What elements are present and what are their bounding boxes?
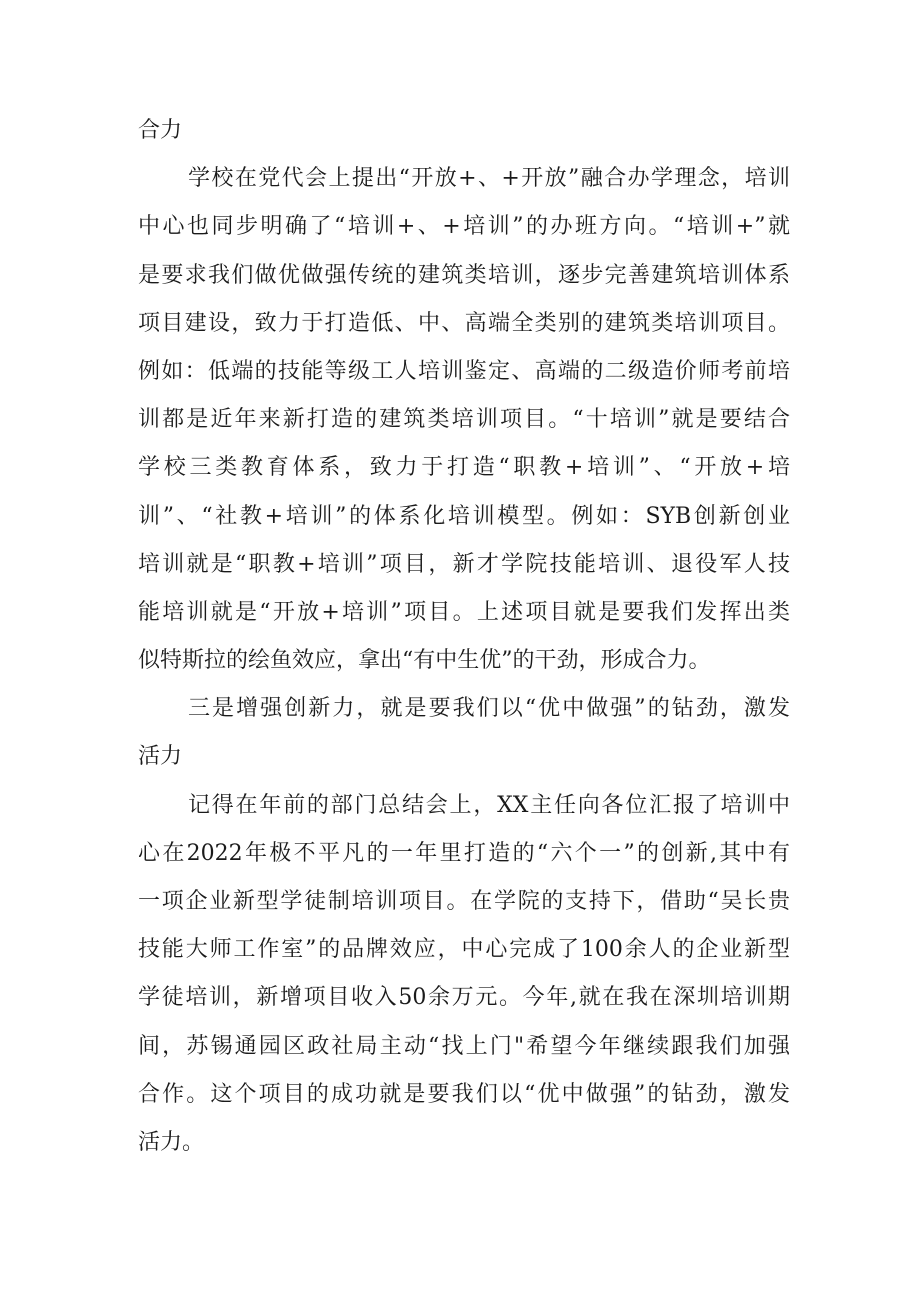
text-line: 合作。这个项目的成功就是要我们以“优中做强”的钻劲，激发 [138,1081,790,1107]
text-line: 学徒培训，新增项目收入50余万元。今年,就在我在深圳培训期 [138,985,790,1011]
text-line: 间，苏锡通园区政社局主动“找上门"希望今年继续跟我们加强 [138,1033,790,1059]
text-line: 心在2022年极不平凡的一年里打造的“六个一”的创新,其中有 [138,840,790,866]
text-line-paragraph-start: 记得在年前的部门总结会上，XX主任向各位汇报了培训中 [188,792,790,818]
text-line-paragraph-end: 合力 [138,118,183,143]
text-line-paragraph-end: 似特斯拉的绘鱼效应，拿出“有中生优”的干劲，形成合力。 [138,648,711,674]
document-body [138,107,790,1167]
text-line: 中心也同步明确了“培训+、+培训”的办班方向。“培训+”就 [138,214,790,240]
section-heading-line: 三是增强创新力，就是要我们以“优中做强”的钻劲，激发 [188,696,790,722]
text-line: 技能大师工作室”的品牌效应，中心完成了100余人的企业新型 [138,937,790,963]
text-line-paragraph-start: 学校在党代会上提出“开放+、+开放”融合办学理念，培训 [188,166,790,192]
text-line: 训都是近年来新打造的建筑类培训项目。“十培训”就是要结合 [138,407,790,433]
text-line: 学校三类教育体系，致力于打造“职教+培训”、“开放+培 [138,455,790,481]
text-line: 训”、“社教+培训”的体系化培训模型。例如：SYB创新创业 [138,503,790,529]
text-line: 例如：低端的技能等级工人培训鉴定、高端的二级造价师考前培 [138,358,790,384]
text-line: 培训就是“职教+培训”项目，新才学院技能培训、退役军人技 [138,551,790,577]
text-line: 一项企业新型学徒制培训项目。在学院的支持下，借助“吴长贵 [138,889,790,914]
text-line: 能培训就是“开放+培训”项目。上述项目就是要我们发挥出类 [138,599,790,625]
text-line-paragraph-end: 活力。 [138,1129,205,1155]
text-line: 项目建设，致力于打造低、中、高端全类别的建筑类培训项目。 [138,310,790,336]
section-heading-line-end: 活力 [138,744,183,770]
text-line: 是要求我们做优做强传统的建筑类培训，逐步完善建筑培训体系 [138,262,790,288]
